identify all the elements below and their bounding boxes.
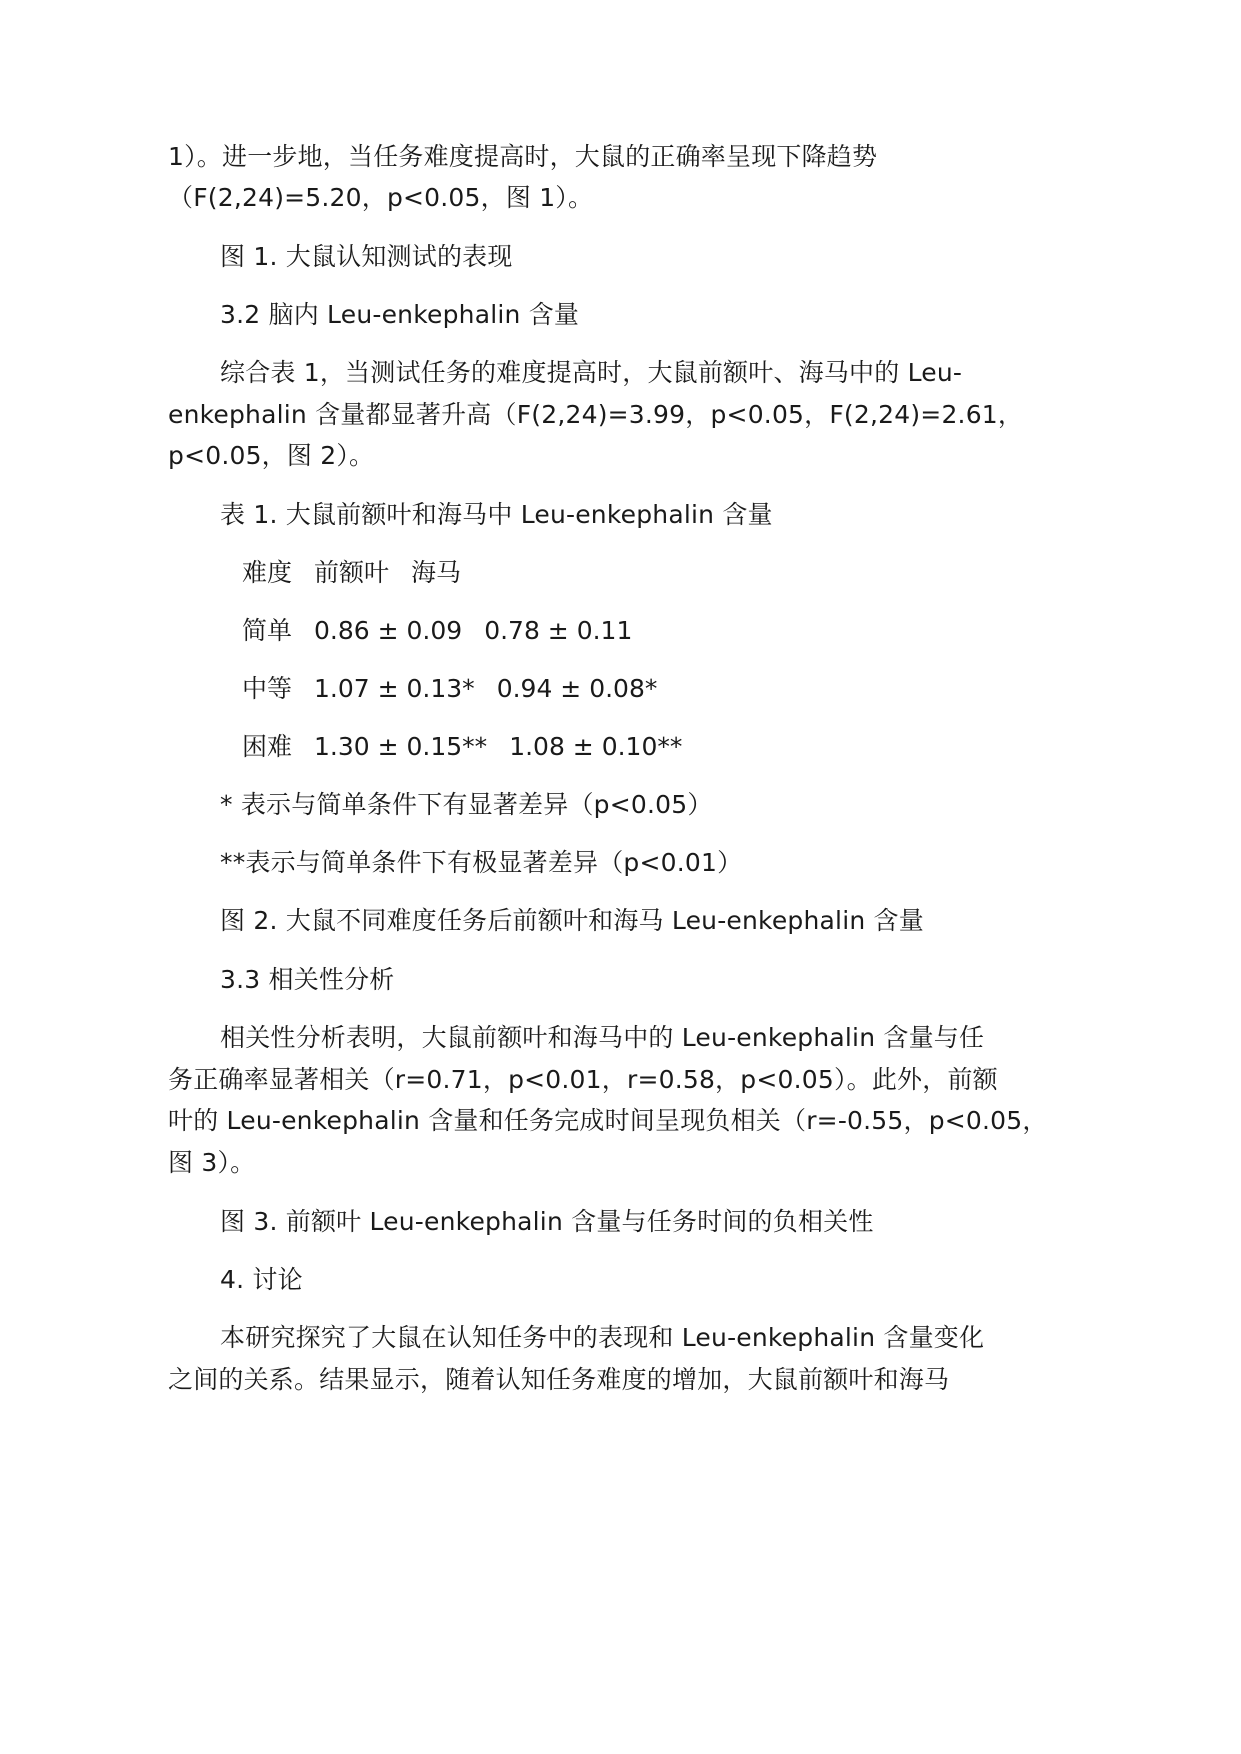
- paragraph-results-line: （F(2,24)=5.20，p<0.05，图 1）。: [168, 183, 594, 212]
- figure-3-caption: 图 3. 前额叶 Leu-enkephalin 含量与任务时间的负相关性: [220, 1207, 874, 1236]
- table-header-row: [242, 557, 461, 589]
- table-header-cell: 难度: [242, 558, 293, 587]
- paragraph-results-line: 1）。进一步地，当任务难度提高时，大鼠的正确率呈现下降趋势: [168, 142, 878, 171]
- table-cell: 简单: [242, 616, 293, 645]
- table-cell: 0.94 ± 0.08*: [496, 674, 658, 703]
- figure-1-caption: 图 1. 大鼠认知测试的表现: [220, 242, 513, 271]
- table-cell: 1.07 ± 0.13*: [314, 674, 475, 703]
- table-note-highly-significant: **表示与简单条件下有极显著差异（p<0.01）: [220, 848, 743, 877]
- table-header-cell: 海马: [411, 558, 462, 587]
- table-note-significant: * 表示与简单条件下有显著差异（p<0.05）: [220, 790, 713, 819]
- section-heading-4: 4. 讨论: [220, 1265, 303, 1294]
- table-header-cell: 前额叶: [314, 558, 390, 587]
- paragraph-enkephalin-line: enkephalin 含量都显著升高（F(2,24)=3.99，p<0.05，F(2,24)=2.61，: [168, 400, 1024, 429]
- table-row: [242, 615, 632, 647]
- table-cell: 1.30 ± 0.15**: [314, 732, 488, 761]
- section-heading-3-2: 3.2 脑内 Leu-enkephalin 含量: [220, 300, 580, 329]
- paragraph-correlation-line: 相关性分析表明，大鼠前额叶和海马中的 Leu-enkephalin 含量与任: [220, 1023, 985, 1052]
- paragraph-enkephalin-line: 综合表 1，当测试任务的难度提高时，大鼠前额叶、海马中的 Leu-: [220, 358, 963, 387]
- figure-2-caption: 图 2. 大鼠不同难度任务后前额叶和海马 Leu-enkephalin 含量: [220, 906, 924, 935]
- section-heading-3-3: 3.3 相关性分析: [220, 965, 395, 994]
- table-1-caption: 表 1. 大鼠前额叶和海马中 Leu-enkephalin 含量: [220, 500, 773, 529]
- table-cell: 0.86 ± 0.09: [314, 616, 463, 645]
- paragraph-correlation-line: 图 3）。: [168, 1148, 256, 1177]
- paragraph-correlation-line: 务正确率显著相关（r=0.71，p<0.01，r=0.58，p<0.05）。此外，前额: [168, 1065, 998, 1094]
- paragraph-enkephalin-line: p<0.05，图 2）。: [168, 441, 375, 470]
- table-cell: 中等: [242, 674, 293, 703]
- paragraph-discussion-line: 之间的关系。结果显示，随着认知任务难度的增加，大鼠前额叶和海马: [168, 1365, 950, 1394]
- table-row: [242, 673, 657, 705]
- table-cell: 1.08 ± 0.10**: [509, 732, 683, 761]
- table-cell: 0.78 ± 0.11: [484, 616, 633, 645]
- table-row: [242, 731, 682, 763]
- paragraph-correlation-line: 叶的 Leu-enkephalin 含量和任务完成时间呈现负相关（r=-0.55，p<0.05，: [168, 1106, 1048, 1135]
- paragraph-discussion-line: 本研究探究了大鼠在认知任务中的表现和 Leu-enkephalin 含量变化: [220, 1323, 985, 1352]
- table-cell: 困难: [242, 732, 293, 761]
